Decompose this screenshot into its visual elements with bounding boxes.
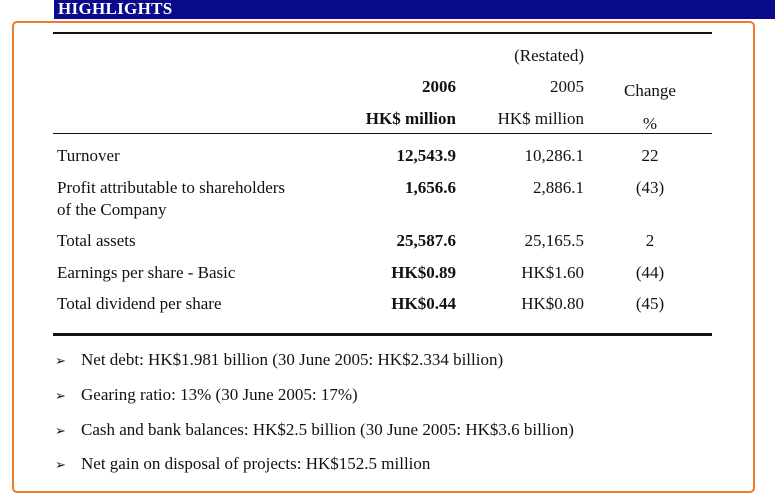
- year-prior-header: 2005: [550, 77, 584, 96]
- list-item: ➢ Net debt: HK$1.981 billion (30 June 2005: HK$2.334 billion): [55, 350, 504, 369]
- row-value-prior: HK$1.60: [521, 263, 584, 282]
- row-label-turnover: Turnover: [57, 146, 120, 165]
- row-value-change: (45): [635, 294, 665, 313]
- list-item: ➢ Net gain on disposal of projects: HK$152.5 million: [55, 454, 431, 473]
- row-label-dividend: Total dividend per share: [57, 294, 222, 313]
- row-label-profit: Profit attributable to shareholders: [57, 178, 286, 197]
- row-label-total-assets: Total assets: [57, 231, 136, 250]
- row-label-eps: Earnings per share - Basic: [57, 263, 236, 282]
- row-value-change: 22: [641, 146, 659, 165]
- table-top-rule: [53, 32, 712, 34]
- change-header: Change: [624, 81, 676, 100]
- row-value-prior: 2,886.1: [533, 178, 584, 197]
- table-header-rule: [53, 133, 712, 134]
- year-current-header: 2006: [422, 77, 456, 96]
- list-item: ➢ Cash and bank balances: HK$2.5 billion (30 June 2005: HK$3.6 billion): [55, 420, 574, 439]
- row-value-prior: 10,286.1: [524, 146, 584, 165]
- restated-note: (Restated): [514, 46, 584, 65]
- row-value-change: (43): [635, 178, 665, 197]
- row-value-current: HK$0.89: [391, 263, 456, 282]
- row-value-prior: 25,165.5: [524, 231, 584, 250]
- change-unit-header: %: [642, 114, 658, 133]
- header-bar: [54, 0, 775, 19]
- row-value-current: 1,656.6: [405, 178, 456, 197]
- arrow-bullet-icon: ➢: [55, 388, 66, 403]
- row-value-change: (44): [635, 263, 665, 282]
- list-item: ➢ Gearing ratio: 13% (30 June 2005: 17%): [55, 385, 358, 404]
- row-value-current: 12,543.9: [396, 146, 456, 165]
- row-label-profit-cont: of the Company: [57, 200, 167, 219]
- unit-prior-header: HK$ million: [497, 109, 584, 128]
- row-value-prior: HK$0.80: [521, 294, 584, 313]
- unit-current-header: HK$ million: [365, 109, 456, 128]
- row-value-current: 25,587.6: [396, 231, 456, 250]
- arrow-bullet-icon: ➢: [55, 353, 66, 368]
- page-title: HIGHLIGHTS: [58, 0, 173, 18]
- arrow-bullet-icon: ➢: [55, 457, 66, 472]
- arrow-bullet-icon: ➢: [55, 423, 66, 438]
- table-bottom-rule: [53, 333, 712, 336]
- row-value-change: 2: [645, 231, 655, 250]
- row-value-current: HK$0.44: [391, 294, 456, 313]
